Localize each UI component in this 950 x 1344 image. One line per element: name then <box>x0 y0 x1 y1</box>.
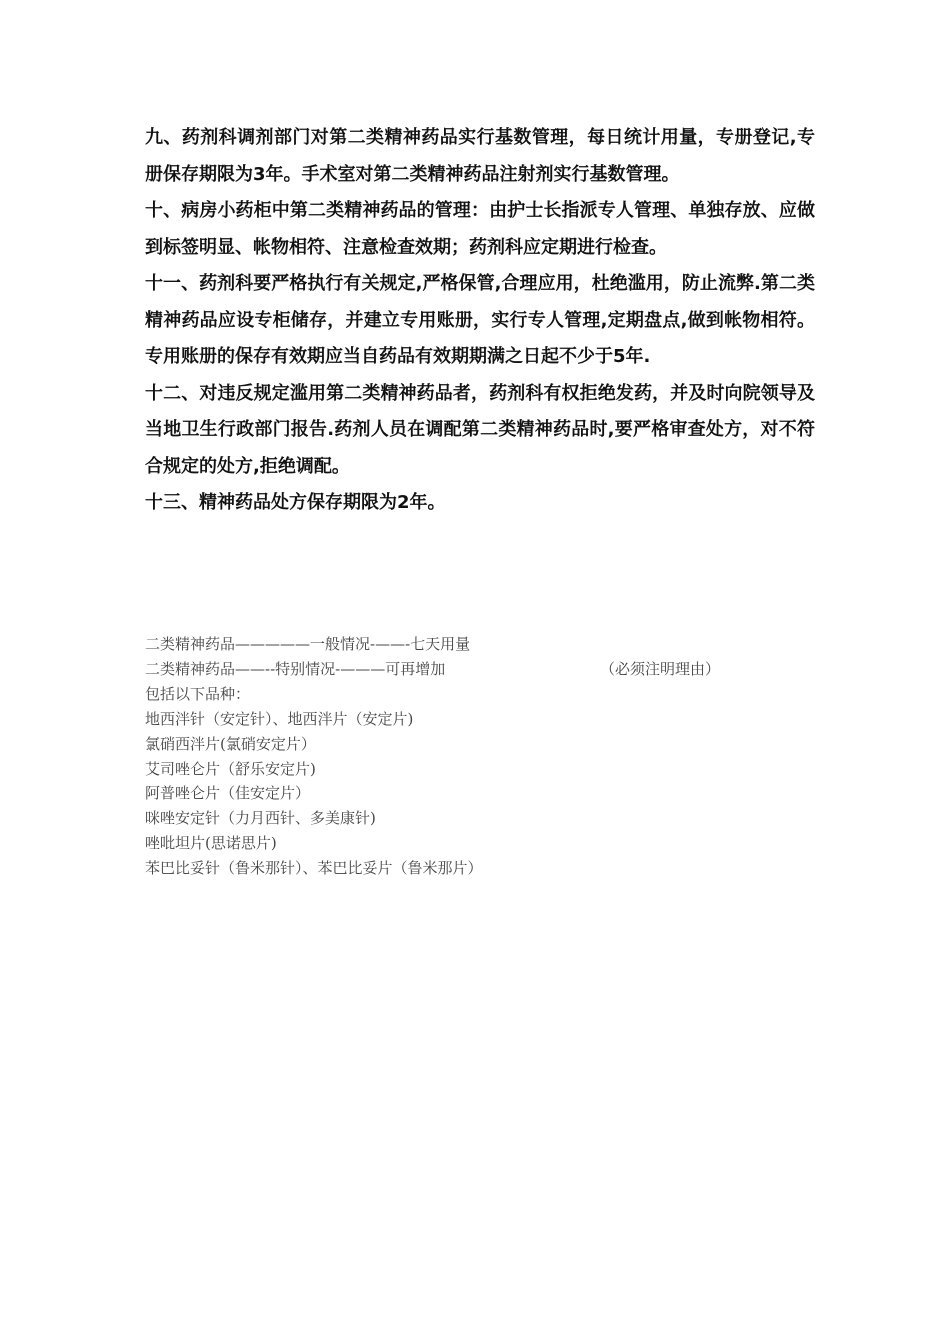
regulation-item-9: 九、药剂科调剂部门对第二类精神药品实行基数管理，每日统计用量，专册登记,专册保存期限为3年。手术室对第二类精神药品注射剂实行基数管理。 <box>145 127 815 185</box>
varieties-heading: 包括以下品种： <box>145 684 251 703</box>
special-case-text: 二类精神药品——--特别情况-———可再增加 <box>145 659 446 678</box>
special-case-reason: （必须注明理由） <box>600 659 721 678</box>
regulation-item-13: 十三、精神药品处方保存期限为2年。 <box>145 492 446 513</box>
regulation-body <box>145 120 815 522</box>
drug-item: 咪唑安定针（力月西针、多美康针) <box>145 809 376 828</box>
regulation-item-10: 十、病房小药柜中第二类精神药品的管理：由护士长指派专人管理、单独存放、应做到标签明显、帐物相符、注意检查效期；药剂科应定期进行检查。 <box>145 200 815 258</box>
drug-item: 唑吡坦片(思诺思片) <box>145 834 277 853</box>
special-case-note <box>145 657 805 682</box>
dosage-notes <box>145 632 805 881</box>
drug-item: 艾司唑仑片（舒乐安定片) <box>145 759 316 778</box>
general-case-note: 二类精神药品—————一般情况-——-七天用量 <box>145 635 471 653</box>
drug-item: 阿普唑仑片（佳安定片） <box>145 784 311 803</box>
drug-item: 苯巴比妥针（鲁米那针）、苯巴比妥片（鲁米那片） <box>145 859 483 878</box>
regulation-item-12: 十二、对违反规定滥用第二类精神药品者，药剂科有权拒绝发药，并及时向院领导及当地卫生行政部门报告.药剂人员在调配第二类精神药品时,要严格审查处方，对不符合规定的处方,拒绝调配。 <box>145 382 815 477</box>
drug-item: 氯硝西泮片(氯硝安定片） <box>145 734 316 753</box>
drug-item: 地西泮针（安定针）、地西泮片（安定片) <box>145 709 414 728</box>
regulation-item-11: 十一、药剂科要严格执行有关规定,严格保管,合理应用，杜绝滥用，防止流弊.第二类精神药品应设专柜储存，并建立专用账册，实行专人管理,定期盘点,做到帐物相符。专用账册的保存有效期应当自药品有效期期满之日起不少于5年. <box>145 273 815 367</box>
